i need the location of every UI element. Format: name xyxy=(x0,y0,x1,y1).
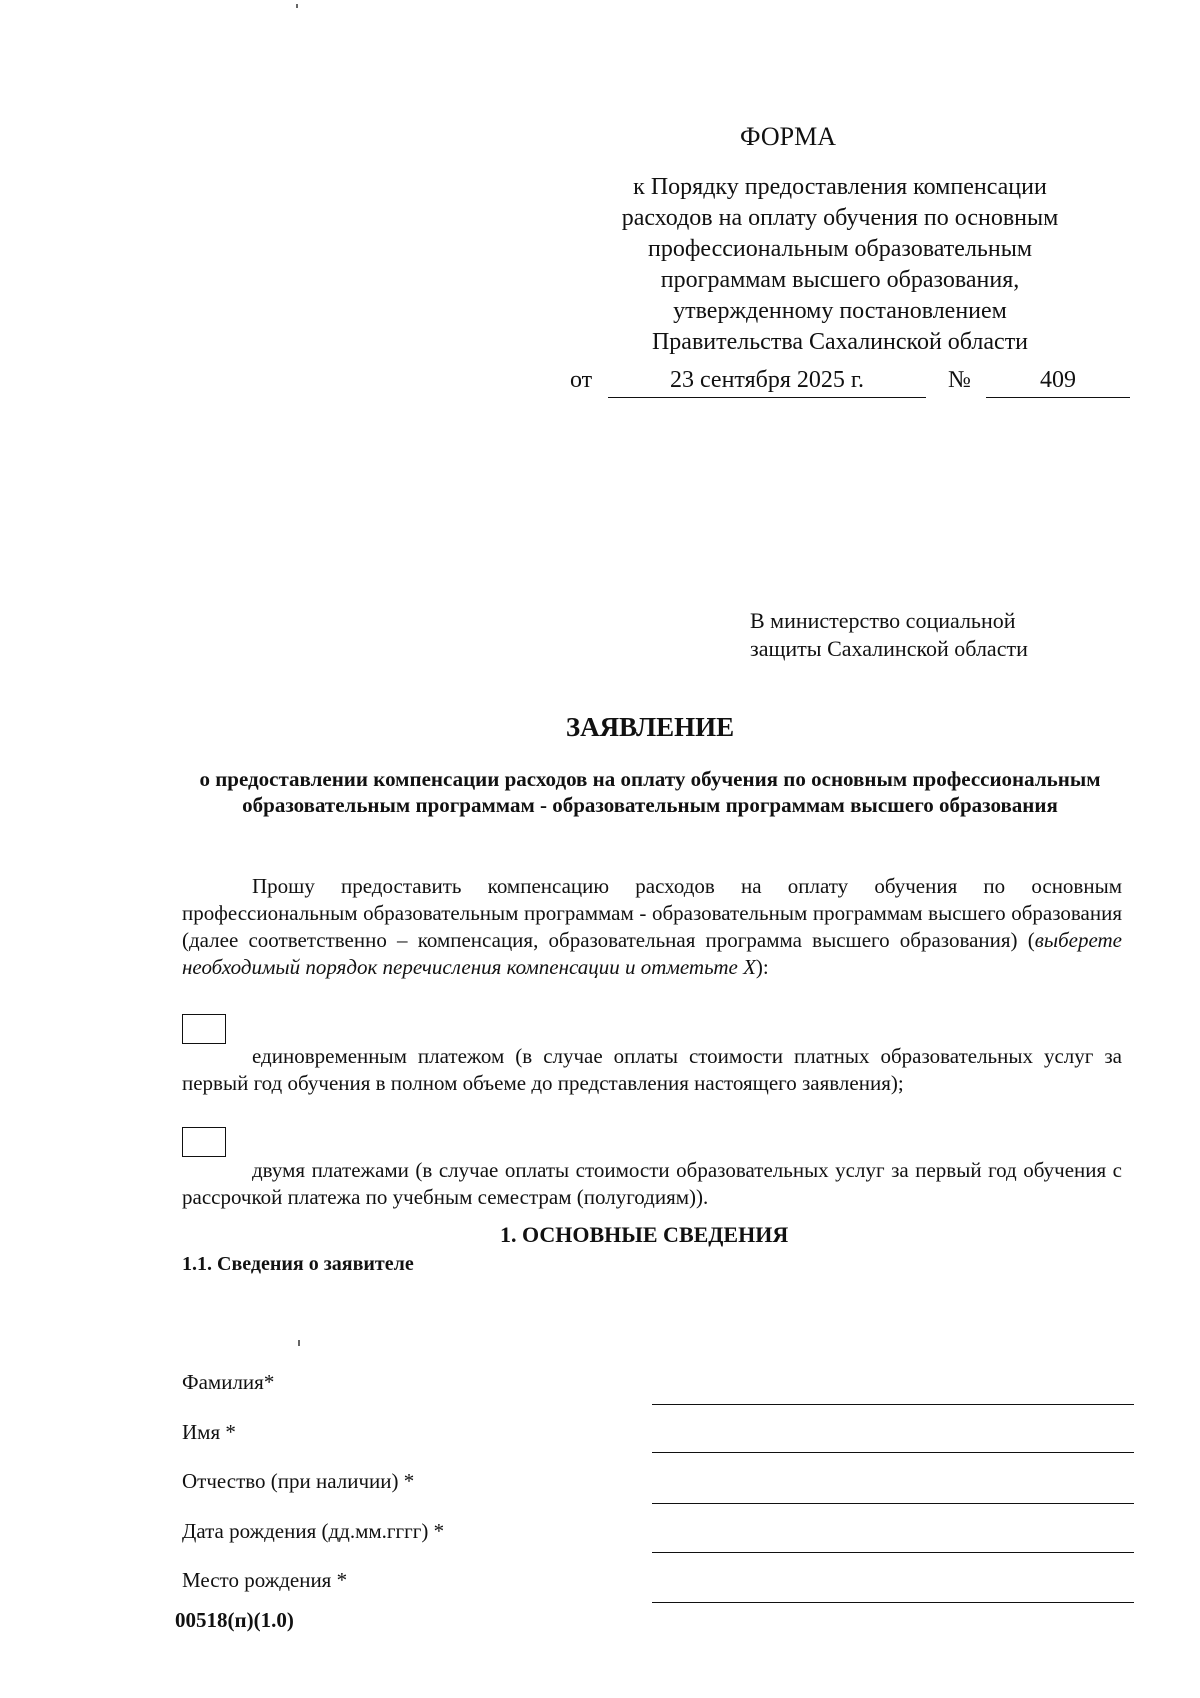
ot-label: от xyxy=(570,367,593,393)
field-label-surname: Фамилия* xyxy=(182,1370,275,1394)
option-two-payments-text: двумя платежами (в случае оплаты стоимости образовательных услуг за первый год обучения с рассрочкой платежа по учебным семестрам (полугодиям)). xyxy=(182,1158,1122,1209)
scan-speck xyxy=(298,1340,300,1346)
birth-place-field[interactable] xyxy=(652,1574,1134,1603)
option-two-payments-checkbox[interactable] xyxy=(182,1127,226,1157)
field-label-name: Имя * xyxy=(182,1420,236,1444)
intro-end: ): xyxy=(755,955,769,979)
option-lump-sum-text: единовременным платежом (в случае оплаты стоимости платных образовательных услуг за первый год обучения в полном объеме до представления настоящего заявления); xyxy=(182,1044,1122,1095)
option-lump-sum-checkbox[interactable] xyxy=(182,1014,226,1044)
resolution-date-row xyxy=(570,367,1130,399)
resolution-date: 23 сентября 2025 г. xyxy=(608,367,926,398)
field-label-birth-date: Дата рождения (дд.мм.гггг) * xyxy=(182,1519,445,1543)
intro-text: Прошу предоставить компенсацию расходов на оплату обучения по основным профессиональным образовательным программам - образовательным программам высшего образования (далее соответственно – компенсация, образовательная программа высшего образования) ( xyxy=(182,874,1122,952)
approval-line: Правительства Сахалинской области xyxy=(651,329,1029,355)
approval-line: профессиональным образовательным xyxy=(647,236,1033,262)
document-subtitle: о предоставлении компенсации расходов на оплату обучения по основным профессиональным образовательным программам - образовательным программам высшего образования xyxy=(199,767,1101,817)
document-title: ЗАЯВЛЕНИЕ xyxy=(565,712,735,742)
intro-paragraph xyxy=(182,873,1122,981)
resolution-number: 409 xyxy=(986,367,1130,398)
addressee xyxy=(750,607,1028,663)
approval-line: утвержденному постановлением xyxy=(673,298,1007,324)
section-title: 1. ОСНОВНЫЕ СВЕДЕНИЯ xyxy=(500,1222,789,1247)
surname-field[interactable] xyxy=(652,1376,1134,1405)
scan-speck xyxy=(296,4,298,8)
form-approval-text xyxy=(560,172,1120,358)
field-label-patronymic: Отчество (при наличии) * xyxy=(182,1469,415,1493)
addressee-line: В министерство социальной xyxy=(750,608,1016,633)
approval-line: программам высшего образования, xyxy=(660,267,1020,293)
number-sign: № xyxy=(948,367,971,393)
subsection-title: 1.1. Сведения о заявителе xyxy=(182,1253,414,1275)
approval-line: к Порядку предоставления компенсации xyxy=(633,174,1047,200)
birth-date-field[interactable] xyxy=(652,1524,1134,1553)
patronymic-field[interactable] xyxy=(652,1475,1134,1504)
field-label-birth-place: Место рождения * xyxy=(182,1568,348,1592)
form-heading: ФОРМА xyxy=(740,122,836,151)
form-code: 00518(п)(1.0) xyxy=(175,1608,294,1632)
approval-line: расходов на оплату обучения по основным xyxy=(621,205,1059,231)
addressee-line: защиты Сахалинской области xyxy=(750,636,1028,661)
name-field[interactable] xyxy=(652,1424,1134,1453)
intro-instruction: выберете необходимый порядок перечисления компенсации и отметьте X xyxy=(182,928,1122,979)
